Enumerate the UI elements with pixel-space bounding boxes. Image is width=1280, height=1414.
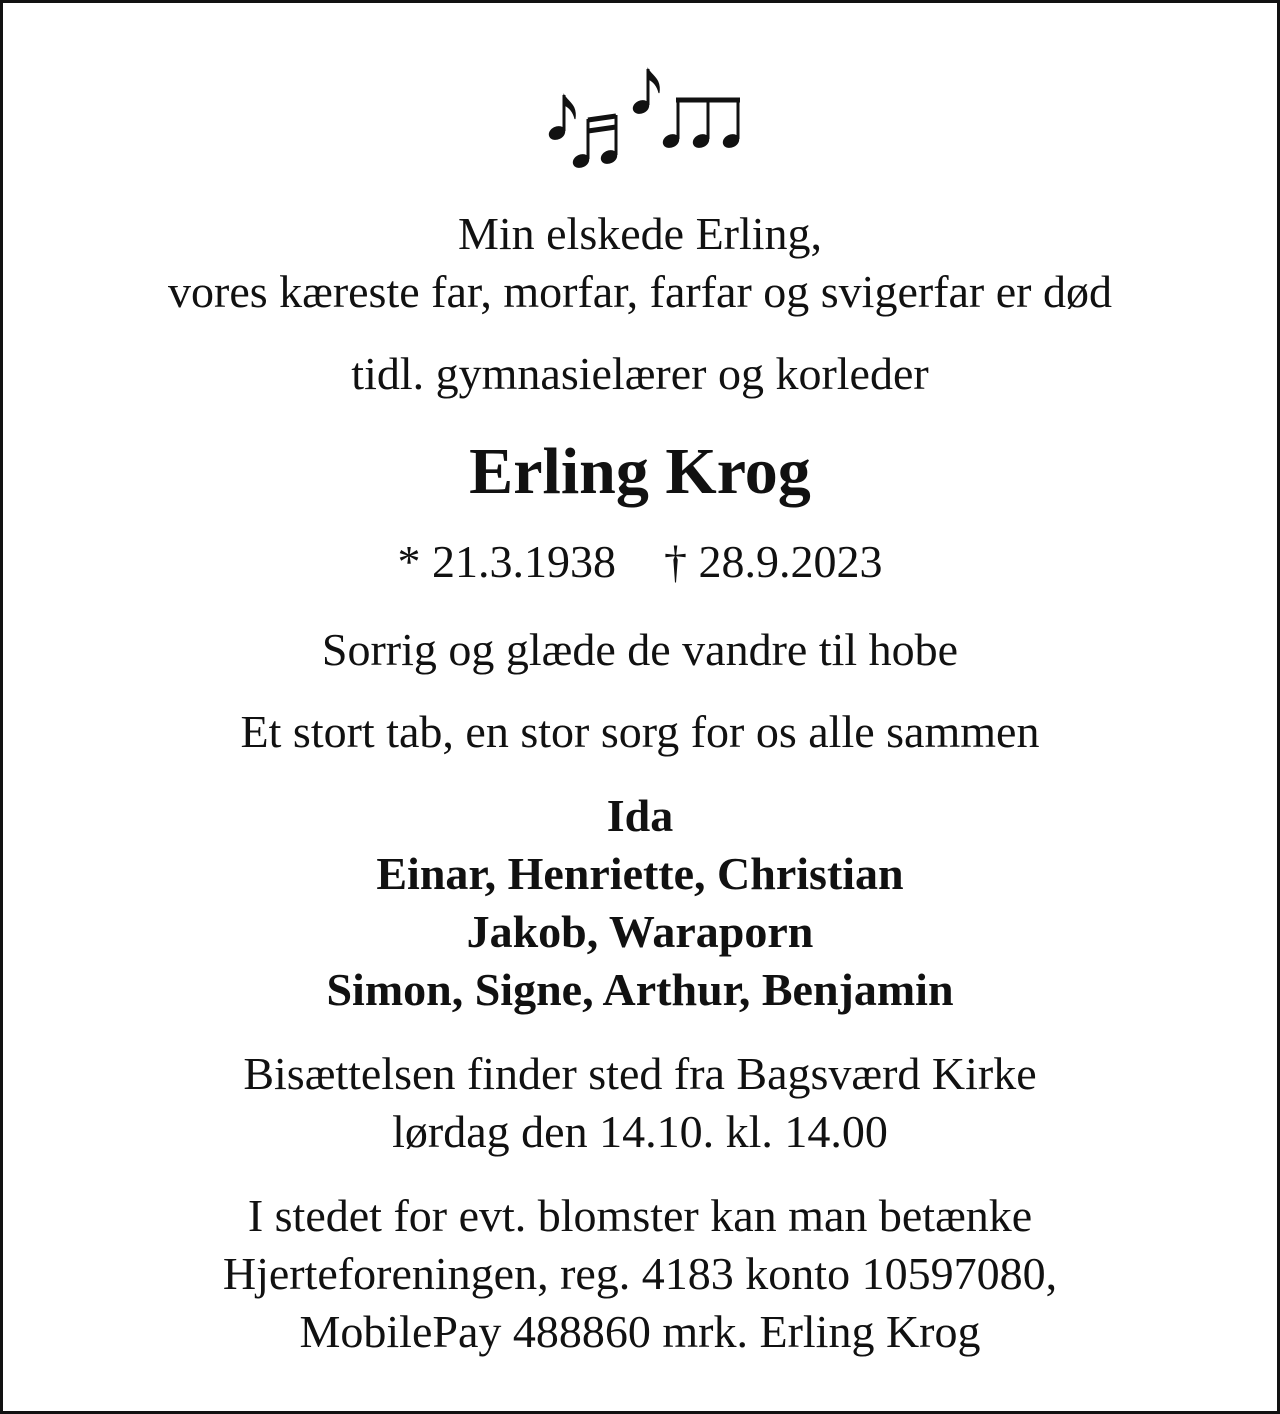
family-line-text: vores kæreste far, morfar, farfar og svigerfar er død xyxy=(168,266,1112,317)
birth-date: * 21.3.1938 xyxy=(397,536,616,587)
life-dates xyxy=(3,536,1277,587)
occupation-text: tidl. gymnasielærer og korleder xyxy=(351,348,929,399)
donation-line-2: Hjerteforeningen, reg. 4183 konto 10597080, xyxy=(222,1248,1058,1299)
survivor-line: Einar, Henriette, Christian xyxy=(376,848,904,899)
donation-line-1: I stedet for evt. blomster kan man betænke xyxy=(247,1190,1033,1241)
donation-line-3: MobilePay 488860 mrk. Erling Krog xyxy=(299,1306,981,1357)
verse-line-1: Sorrig og glæde de vandre til hobe xyxy=(321,624,959,675)
verse-line-2: Et stort tab, en stor sorg for os alle sammen xyxy=(240,706,1040,757)
survivor-line: Ida xyxy=(606,790,674,841)
death-date: † 28.9.2023 xyxy=(664,536,883,587)
survivor-line: Jakob, Waraporn xyxy=(466,906,814,957)
greeting-text: Min elskede Erling, xyxy=(457,208,823,259)
music-notes-icon xyxy=(543,65,743,175)
survivor-line: Simon, Signe, Arthur, Benjamin xyxy=(326,964,954,1015)
funeral-line-2: lørdag den 14.10. kl. 14.00 xyxy=(392,1106,888,1157)
funeral-line-1: Bisættelsen finder sted fra Bagsværd Kirke xyxy=(243,1048,1037,1099)
deceased-name: Erling Krog xyxy=(469,435,811,508)
